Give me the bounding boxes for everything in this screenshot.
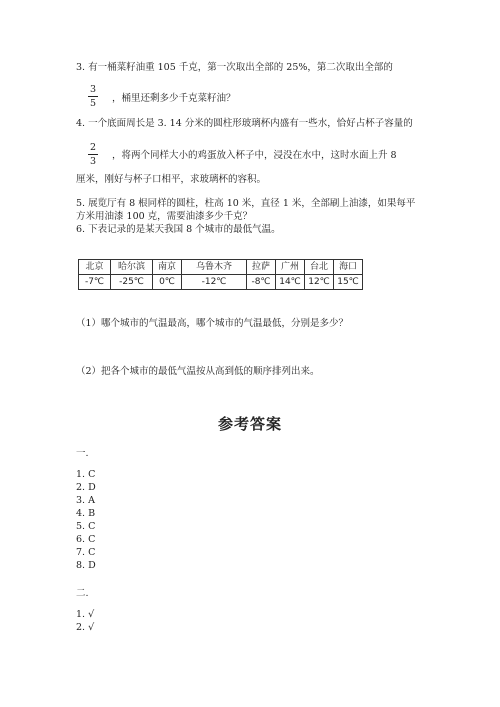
city-cell: 拉萨: [247, 260, 276, 275]
answers-section-2: 二.: [76, 588, 89, 599]
temp-cell: 15℃: [334, 275, 363, 290]
answer-item: 7. C: [76, 547, 96, 558]
q4-fraction: [86, 142, 100, 167]
q6-sub1: （1）哪个城市的气温最高，哪个城市的气温最低，分别是多少？: [76, 318, 349, 329]
temp-cell: -8℃: [247, 275, 276, 290]
q4-frac-numerator: 2: [89, 142, 97, 153]
city-cell: 北京: [79, 260, 111, 275]
answers-section-1: 一.: [76, 448, 89, 459]
city-cell: 南京: [153, 260, 182, 275]
city-cell: 广州: [276, 260, 305, 275]
answer-item: 2. √: [76, 622, 95, 633]
answers-title: 参考答案: [217, 415, 282, 433]
temperature-row: [79, 275, 363, 290]
temp-cell: 14℃: [276, 275, 305, 290]
city-row: [79, 260, 363, 275]
q4-line1: 4. 一个底面周长是 3. 14 分米的圆柱形玻璃杯内盛有一些水，恰好占杯子容量的: [76, 118, 413, 129]
answer-item: 3. A: [76, 495, 95, 506]
temp-cell: 0℃: [153, 275, 182, 290]
q5-line2: 方米用油漆 100 克，需要油漆多少千克？: [76, 211, 253, 222]
q4-line2: ，将两个同样大小的鸡蛋放入杯子中，浸没在水中，这时水面上升 8: [112, 150, 397, 161]
city-cell: 海口: [334, 260, 363, 275]
city-cell: 哈尔滨: [111, 260, 153, 275]
answer-item: 5. C: [76, 521, 96, 532]
temp-cell: -12℃: [182, 275, 247, 290]
q6-sub2: （2）把各个城市的最低气温按从高到低的顺序排列出来。: [76, 366, 320, 377]
city-cell: 乌鲁木齐: [182, 260, 247, 275]
answer-item: 2. D: [76, 482, 96, 493]
q5-line1: 5. 展览厅有 8 根同样的圆柱，柱高 10 米，直径 1 米，全部刷上油漆，如果每平: [76, 198, 416, 209]
temp-cell: 12℃: [305, 275, 334, 290]
q3-line2: ，桶里还剩多少千克菜籽油？: [112, 93, 236, 104]
city-cell: 台北: [305, 260, 334, 275]
temperature-table: [78, 259, 363, 290]
q6-line1: 6. 下表记录的是某天我国 8 个城市的最低气温。: [76, 224, 281, 235]
q3-frac-numerator: 3: [89, 84, 97, 95]
answer-item: 4. B: [76, 508, 96, 519]
q3-frac-denominator: 5: [89, 98, 97, 109]
q3-fraction: [86, 84, 100, 109]
q3-line1: 3. 有一桶菜籽油重 105 千克，第一次取出全部的 25%，第二次取出全部的: [76, 62, 393, 73]
temp-cell: -7℃: [79, 275, 111, 290]
answer-item: 1. C: [76, 469, 96, 480]
q3-frac-bar: [88, 96, 98, 97]
answer-item: 8. D: [76, 560, 96, 571]
answer-item: 6. C: [76, 534, 96, 545]
temp-cell: -25℃: [111, 275, 153, 290]
q4-frac-denominator: 3: [89, 156, 97, 167]
q4-frac-bar: [88, 154, 98, 155]
answer-item: 1. √: [76, 609, 95, 620]
q4-line3: 厘米，刚好与杯子口相平，求玻璃杯的容积。: [76, 174, 267, 185]
